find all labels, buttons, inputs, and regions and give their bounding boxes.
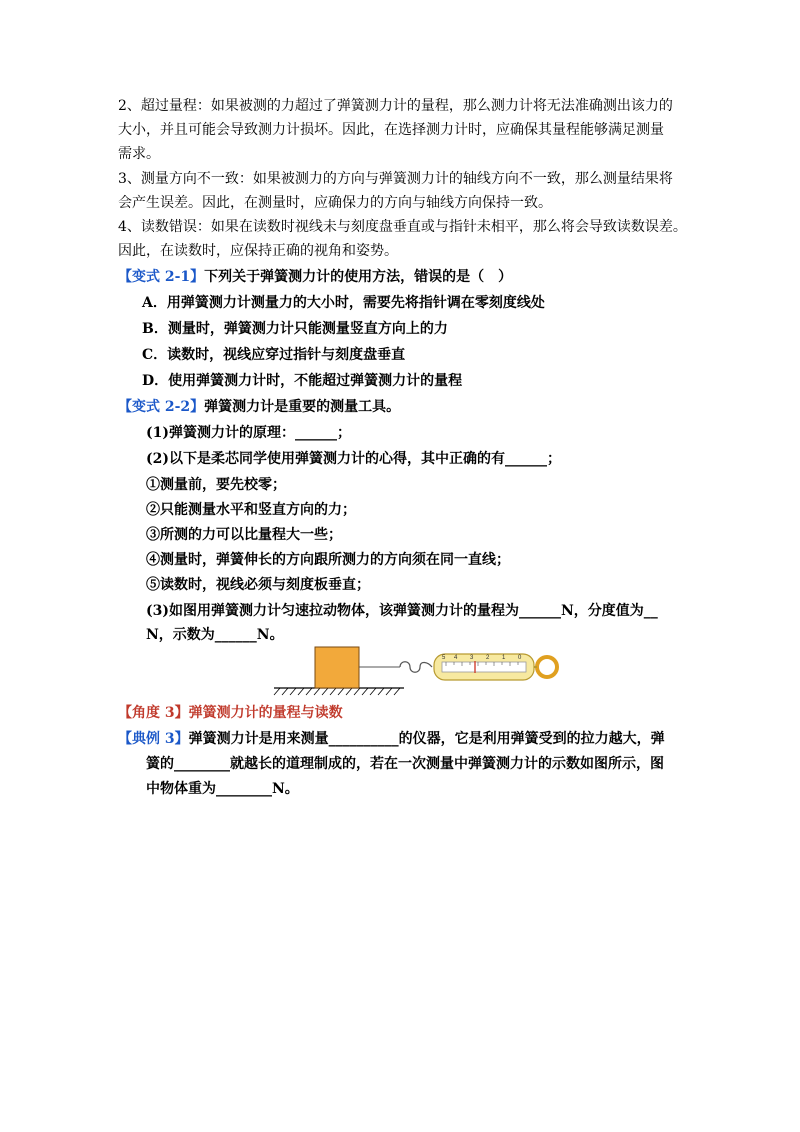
example-3-line3: 中物体重为________N。	[146, 781, 299, 797]
section-tag: 【角度 3】	[118, 705, 189, 721]
scale-label-3: 3	[470, 655, 474, 661]
block	[315, 647, 359, 688]
question-2-2-stem	[118, 396, 400, 418]
example-3-line2: 簧的________就越长的道理制成的，若在一次测量中弹簧测力计的示数如图所示，图	[146, 756, 664, 772]
hook	[400, 662, 432, 673]
paragraph-overrange-line3: 需求。	[118, 146, 160, 162]
paragraph-direction-line2: 会产生误差。因此，在测量时，应确保力的方向与轴线方向保持一致。	[118, 195, 552, 211]
example-3-line1	[118, 728, 665, 750]
question-text: 弹簧测力计是重要的测量工具。	[204, 399, 401, 415]
paragraph-direction-line1: 3、测量方向不一致：如果被测力的方向与弹簧测力计的轴线方向不一致，那么测量结果将	[118, 171, 673, 187]
scale-label-2: 2	[486, 655, 490, 661]
paragraph-overrange-line2: 大小，并且可能会导致测力计损坏。因此，在选择测力计时，应确保其量程能够满足测量	[118, 122, 664, 138]
option-d: D．使用弹簧测力计时，不能超过弹簧测力计的量程	[142, 373, 463, 389]
question-2-1-stem	[118, 266, 512, 288]
statement-3: ③所测的力可以比量程大一些；	[146, 527, 342, 543]
statement-4: ④测量时，弹簧伸长的方向跟所测力的方向须在同一直线；	[146, 552, 510, 568]
scale-label-5: 5	[442, 655, 446, 661]
section-angle-3-heading	[118, 702, 343, 724]
ground-hatching	[274, 688, 400, 695]
option-c: C．读数时，视线应穿过指针与刻度盘垂直	[142, 347, 406, 363]
subquestion-3-line2: N，示数为______N。	[146, 627, 284, 643]
subquestion-2: (2)以下是柔芯同学使用弹簧测力计的心得，其中正确的有______；	[146, 451, 561, 467]
statement-2: ②只能测量水平和竖直方向的力；	[146, 502, 356, 518]
question-tag: 【变式 2-2】	[118, 399, 205, 415]
gauge-ring	[537, 657, 557, 677]
example-tag: 【典例 3】	[118, 731, 189, 747]
option-b: B．测量时，弹簧测力计只能测量竖直方向上的力	[142, 321, 448, 337]
statement-5: ⑤读数时，视线必须与刻度板垂直；	[146, 577, 370, 593]
paragraph-reading-line1: 4、读数错误：如果在读数时视线未与刻度盘垂直或与指针未相平，那么将会导致读数误差。	[118, 219, 687, 235]
question-text: 下列关于弹簧测力计的使用方法，错误的是（ ）	[204, 269, 513, 285]
gauge-window	[442, 662, 526, 672]
spring-scale-figure	[272, 640, 562, 700]
scale-label-1: 1	[502, 655, 506, 661]
scale-label-4: 4	[454, 655, 458, 661]
paragraph-reading-line2: 因此，在读数时，应保持正确的视角和姿势。	[118, 243, 398, 259]
option-a: A．用弹簧测力计测量力的大小时，需要先将指针调在零刻度线处	[142, 295, 545, 311]
subquestion-3-line1: (3)如图用弹簧测力计匀速拉动物体，该弹簧测力计的量程为______N，分度值为__	[146, 603, 658, 619]
question-tag: 【变式 2-1】	[118, 269, 205, 285]
paragraph-overrange-line1: 2、超过量程：如果被测的力超过了弹簧测力计的量程，那么测力计将无法准确测出该力的	[118, 98, 673, 114]
section-title: 弹簧测力计的量程与读数	[188, 705, 343, 721]
example-text: 弹簧测力计是用来测量__________的仪器，它是利用弹簧受到的拉力越大，弹	[188, 731, 665, 747]
subquestion-1: (1)弹簧测力计的原理：______；	[146, 425, 351, 441]
spring-scale-diagram	[272, 640, 562, 700]
statement-1: ①测量前，要先校零；	[146, 477, 286, 493]
scale-label-0: 0	[518, 655, 522, 661]
